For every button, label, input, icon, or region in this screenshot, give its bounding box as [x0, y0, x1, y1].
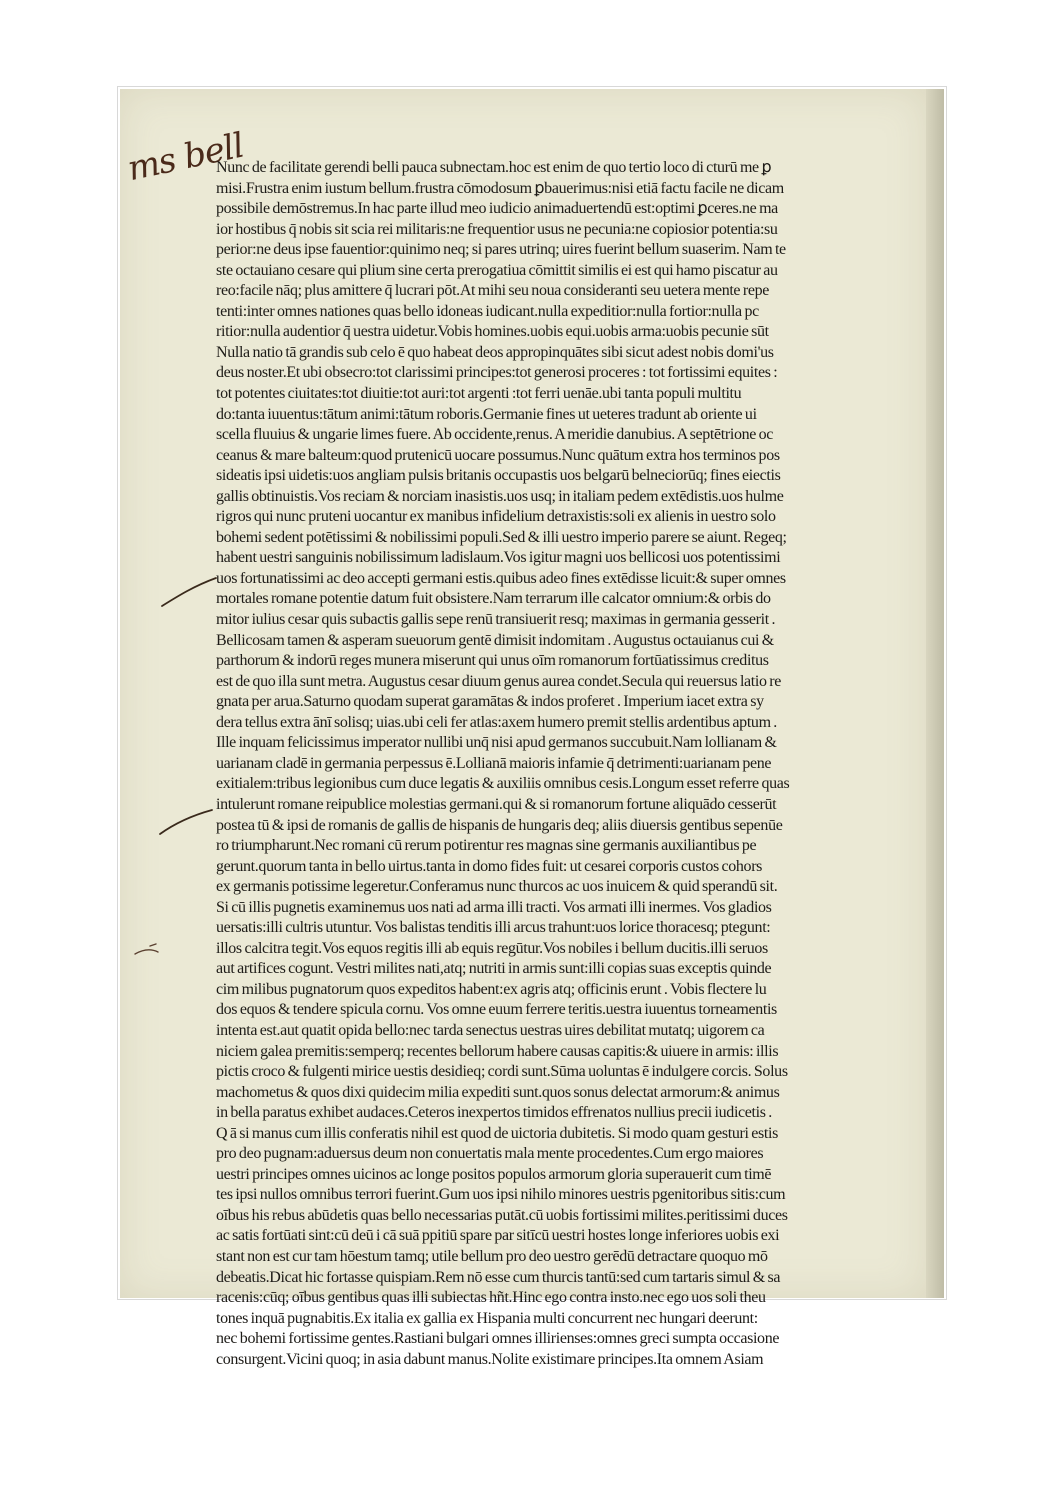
text-line: dera tellus extra ānī solisq; uias.ubi celi fer atlas:axem humero premit stellis ardentibus aptum . — [216, 713, 777, 731]
text-line: niciem galea premitis:semperq; recentes bellorum habere causas capitis:& uiuere in armis: illis — [216, 1042, 779, 1060]
text-line: gerunt.quorum tanta in bello uirtus.tanta in domo fides fuit: ut cesarei corporis custos cohors — [216, 857, 763, 875]
text-line: in bella paratus exhibet audaces.Ceteros inexpertos timidos effrenatos nullius precii iudicetis . — [216, 1104, 772, 1122]
text-line: exitialem:tribus legionibus cum duce legatis & auxiliis omnibus cesis.Longum esset referre quas — [216, 775, 790, 793]
text-line: uos fortunatissimi ac deo accepti germani estis.quibus adeo fines extēdisse licuit:& super omnes — [216, 569, 786, 587]
text-line: Bellicosam tamen & asperam sueuorum gentē dimisit indomitam . Augustus octauianus cui & — [216, 631, 774, 649]
text-line: ex germanis potissime legeretur.Conferamus nunc thurcos ac uos inuicem & quid sperandū sit. — [216, 878, 778, 896]
text-line: Q ā si manus cum illis conferatis nihil est quod de uictoria dubitetis. Si modo quam gesturi estis — [216, 1124, 778, 1142]
text-line: ac satis fortūati sint:cū deū i cā suā ppitiū spare par sitīcū uestri hostes longe inferiores uobis exi — [216, 1227, 780, 1245]
text-line: Si cū illis pugnetis examinemus uos nati ad arma illi tracti. Vos armati illi inermes. Vos gladios — [216, 898, 772, 916]
text-line: debeatis.Dicat hic fortasse quispiam.Rem nō esse cum thurcis tantū:sed cum tartaris simul & sa — [216, 1268, 781, 1286]
text-line: illos calcitra tegit.Vos equos regitis illi ab equis regūtur.Vos nobiles i bellum ducitis.illi seruos — [216, 939, 768, 957]
text-line: misi.Frustra enim iustum bellum.frustra cōmodosum ꝑbauerimus:nisi etiā factu facile ne dicam — [216, 179, 784, 197]
text-line: Nunc de facilitate gerendi belli pauca subnectam.hoc est enim de quo tertio loco di cturū me ꝑ — [216, 159, 772, 176]
text-line: mitor iulius cesar quis subactis gallis sepe renū transiuerit resq; maximas in germania gesserit . — [216, 611, 776, 629]
text-line: tot potentes ciuitates:tot diuitie:tot auri:tot argenti :tot ferri uenāe.ubi tanta populi multitu — [216, 385, 742, 403]
text-line: do:tanta iuuentus:tātum animi:tātum roboris.Germanie fines ut ueteres tradunt ab oriente ui — [216, 405, 757, 423]
text-line: est de quo illa sunt metra. Augustus cesar diuum genus aurea condet.Secula qui reuersus latio re — [216, 672, 782, 690]
text-line: ceanus & mare balteum:quod prutenicū uocare possumus.Nunc quātum extra hos terminos pos — [216, 446, 780, 464]
text-line: nec bohemi fortissime gentes.Rastiani bulgari omnes illirienses:omnes greci sumpta occasione — [216, 1330, 780, 1348]
text-line: reo:facile nāq; plus amittere q̄ lucrari pōt.At mihi seu noua consideranti seu uetera mente repe — [216, 282, 769, 300]
text-line: pro deo pugnam:aduersus deum non conuertatis mala mente procedentes.Cum ergo maiores — [216, 1145, 764, 1163]
text-line: Nulla natio tā grandis sub celo ē quo habeat deos appropinquātes sibi sicut adest nobis domi'us — [216, 343, 774, 361]
text-line: gnata per arua.Saturno quodam superat garamātas & indos proferet . Imperium iacet extra sy — [216, 693, 764, 711]
text-line: intulerunt romane reipublice molestias germani.qui & si romanorum fortune aliquādo cesserūt — [216, 795, 777, 813]
text-line: stant non est cur tam hōestum tamq; utile bellum pro deo uestro gerēdū detractare quoquo mō — [216, 1247, 768, 1265]
text-line: parthorum & indorū reges munera miserunt qui unus oīm romanorum fortūatissimus creditus — [216, 652, 769, 670]
margin-stroke-3 — [132, 940, 162, 964]
text-line: oībus his rebus abūdetis quas bello necessarias putāt.cū uobis fortissimi milites.peritissimi duces — [216, 1206, 788, 1224]
text-line: tes ipsi nullos omnibus terrori fuerint.Gum uos ipsi nihilo minores uestris pgenitoribus sitis:cum — [216, 1186, 786, 1204]
text-line: sideatis ipsi uidetis:uos angliam pulsis britanis occupastis uos belgarū belneciorūq; fines eiectis — [216, 467, 781, 485]
text-line: racenis:cūq; oībus gentibus quas illi subiectas hñt.Hinc ego contra insto.nec ego uos soli theu — [216, 1289, 766, 1307]
text-line: tenti:inter omnes nationes quas bello idoneas iudicant.nulla expeditior:nulla fortior:nulla pc — [216, 302, 759, 320]
text-line: bohemi sedent potētissimi & nobilissimi populi.Sed & illi uestro imperio parere se aiunt. Regeq; — [216, 528, 787, 546]
text-line: cim milibus pugnatorum quos expeditos habent:ex agris atq; officinis erunt . Vobis flectere lu — [216, 980, 767, 998]
text-line: uarianam cladē in germania perpessus ē.Lollianā maioris infamie q̄ detrimenti:uarianam pene — [216, 754, 772, 772]
margin-stroke-2 — [158, 806, 218, 838]
text-line: ro triumpharunt.Nec romani cū rerum potirentur res magnas sine germanis auxiliantibus pe — [216, 837, 757, 855]
text-line: pictis croco & fulgenti mirice uestis desidieq; cordi sunt.Sūma uoluntas ē indulgere corcis. Solus — [216, 1063, 788, 1081]
text-line: dos equos & tendere spicula cornu. Vos omne euum ferrere teritis.uestra iuuentus torneamentis — [216, 1001, 777, 1019]
text-line: deus noster.Et ubi obsecro:tot clarissimi principes:tot generosi proceres : tot fortissimi equites : — [216, 364, 778, 382]
text-line: mortales romane potentie datum fuit obsistere.Nam terrarum ille calcator omnium:& orbis do — [216, 590, 771, 608]
text-line: gallis obtinuistis.Vos reciam & norciam inasistis.uos usq; in italiam pedem extēdistis.uos hulme — [216, 487, 784, 505]
text-line: scella fluuius & ungarie limes fuere. Ab occidente,renus. A meridie danubius. A septētrione oc — [216, 426, 774, 444]
text-line: tones inquā pugnabitis.Ex italia ex gallia ex Hispania multi concurrent nec hungari deerunt: — [216, 1309, 758, 1327]
text-block — [216, 158, 922, 1370]
text-line: Ille inquam felicissimus imperator nullibi unq̄ nisi apud germanos succubuit.Nam lollianam & — [216, 734, 777, 752]
text-line: perior:ne deus ipse fauentior:quinimo neq; si pares utrinq; uires fuerint bellum suaserim. Nam te — [216, 241, 786, 259]
text-line: consurgent.Vicini quoq; in asia dabunt manus.Nolite existimare principes.Ita omnem Asiam — [216, 1350, 764, 1368]
text-line: aut artifices cogunt. Vestri milites nati,atq; nutriti in armis sunt:illi copias suas exceptis quinde — [216, 960, 772, 978]
text-line: uestri principes omnes uicinos ac longe positos populos armorum gloria superauerit cum timē — [216, 1165, 772, 1183]
text-line: uersatis:illi cultris utuntur. Vos balistas tenditis illi arcus trahunt:uos lorice thoracesq; ptegunt: — [216, 919, 771, 937]
text-line: rigros qui nunc pruteni uocantur ex manibus infidelium detraxistis:soli ex alienis in uestro solo — [216, 508, 776, 526]
margin-annotation: ms bell — [124, 125, 247, 190]
page-edge — [926, 89, 944, 1298]
text-line: ste octauiano cesare qui plium sine certa prerogatiua cōmittit similis ei est qui hamo piscatur au — [216, 261, 778, 279]
text-line: ior hostibus q̄ nobis sit scia rei militaris:ne frequentior usus ne pecunia:ne copiosior potentia:su — [216, 220, 778, 238]
text-line: possibile demōstremus.In hac parte illud meo iudicio animaduertendū est:optimi ꝑceres.ne ma — [216, 200, 778, 218]
text-line: intenta est.aut quatit opida bello:nec tarda senectus uestras uires debilitat mutatq; uigorem ca — [216, 1021, 765, 1039]
text-line: machometus & quos dixi quidecim milia expediti sunt.quos sonus delectat armorum:& animus — [216, 1083, 780, 1101]
text-line: habent uestri sanguinis nobilissimum ladislaum.Vos igitur magni uos bellicosi uos potentissimi — [216, 549, 781, 567]
margin-stroke-1 — [160, 574, 220, 610]
text-line: postea tū & ipsi de romanis de gallis de hispanis de hungaris deq; aliis diuersis gentibus sepenūe — [216, 816, 783, 834]
text-line: ritior:nulla audentior q̄ uestra uidetur.Vobis homines.uobis equi.uobis arma:uobis pecunie sūt — [216, 323, 769, 341]
